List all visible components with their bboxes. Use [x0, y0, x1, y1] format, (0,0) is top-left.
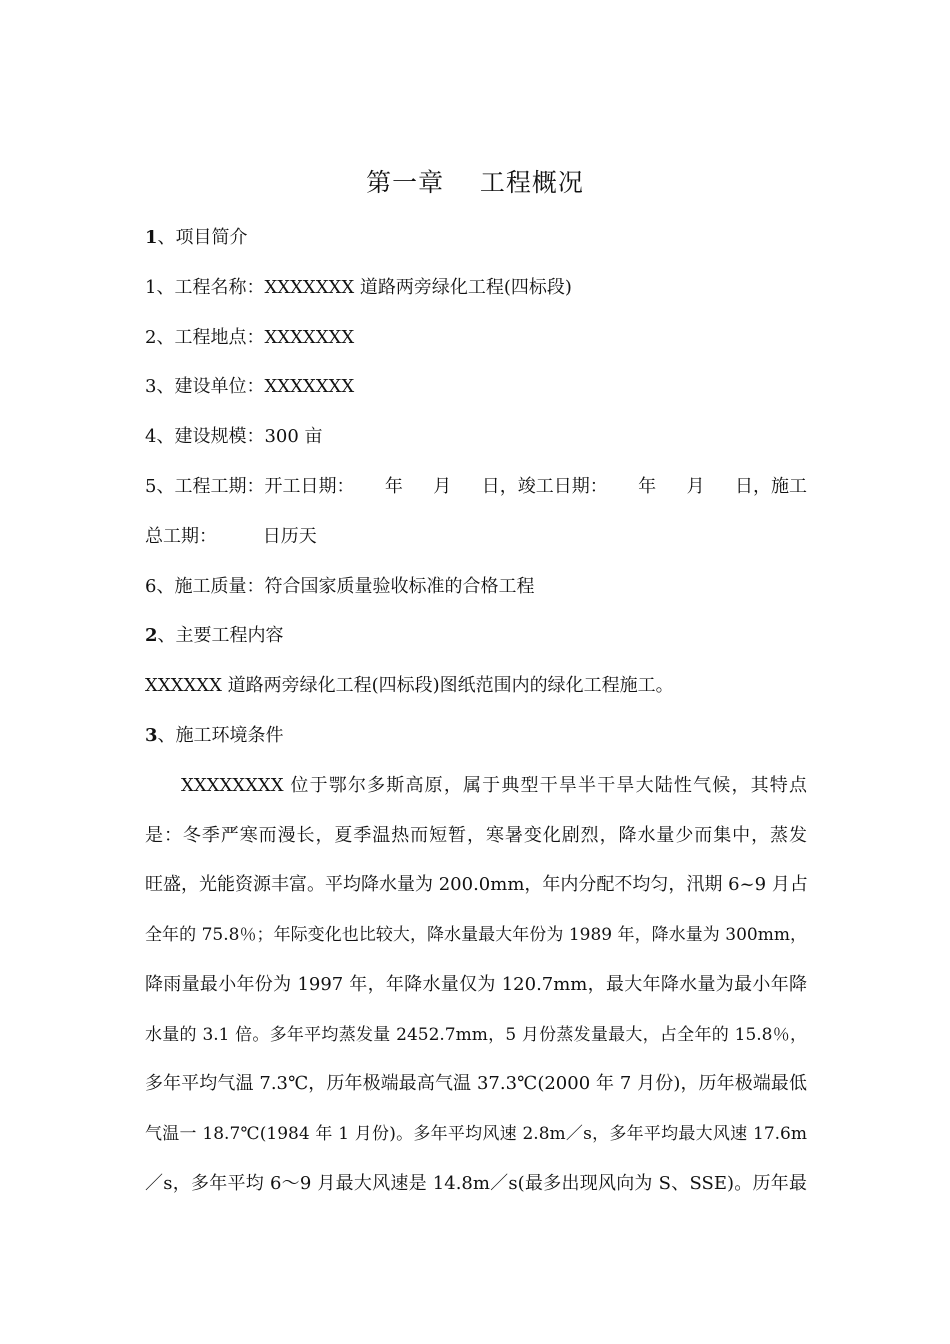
- section-number: 1: [145, 227, 158, 248]
- section-heading-environment: [145, 723, 284, 749]
- chapter-title: 第一章 工程概况: [366, 168, 584, 197]
- environment-paragraph-line: XXXXXXXX 位于鄂尔多斯高原，属于典型干旱半干旱大陆性气候，其特点: [181, 775, 807, 796]
- period-finish-label: 日，竣工日期：: [481, 476, 608, 497]
- environment-paragraph-line: ／s，多年平均 6～9 月最大风速是 14.8m／s(最多出现风向为 S、SSE)。历年最: [145, 1173, 807, 1194]
- item-project-name: 1、工程名称：XXXXXXX 道路两旁绿化工程(四标段): [145, 277, 572, 298]
- section-heading-text: 、项目简介: [157, 227, 248, 248]
- section-heading-main-content: [145, 623, 284, 649]
- item-construction-unit: 3、建设单位：XXXXXXX: [145, 376, 355, 397]
- environment-paragraph-line: 水量的 3.1 倍。多年平均蒸发量 2452.7mm，5 月份蒸发量最大，占全年的 15.8％，: [145, 1025, 807, 1045]
- item-construction-quality: 6、施工质量：符合国家质量验收标准的合格工程: [145, 576, 535, 597]
- section-number: 3: [145, 725, 158, 746]
- section-heading-project-intro: [145, 225, 248, 251]
- section-heading-text: 、施工环境条件: [157, 725, 284, 746]
- item-construction-scale: 4、建设规模：300 亩: [145, 426, 323, 447]
- environment-paragraph-line: 多年平均气温 7.3℃，历年极端最高气温 37.3℃(2000 年 7 月份)，历年极端最低: [145, 1073, 807, 1094]
- main-content-paragraph: XXXXXX 道路两旁绿化工程(四标段)图纸范围内的绿化工程施工。: [145, 675, 674, 696]
- environment-paragraph-line: 旺盛，光能资源丰富。平均降水量为 200.0mm，年内分配不均匀，汛期 6~9 月占: [145, 874, 808, 895]
- environment-paragraph-line: 全年的 75.8％；年际变化也比较大，降水量最大年份为 1989 年，降水量为 300mm，: [145, 925, 807, 945]
- section-number: 2: [145, 625, 158, 646]
- period-total-label: 日，施工: [734, 476, 807, 497]
- item-project-location: 2、工程地点：XXXXXXX: [145, 327, 355, 348]
- environment-paragraph-line: 气温一 18.7℃(1984 年 1 月份)。多年平均风速 2.8m／s，多年平均最大风速 17.6m: [145, 1124, 807, 1144]
- section-heading-text: 、主要工程内容: [157, 625, 284, 646]
- period-finish-year: 年: [638, 476, 657, 497]
- environment-paragraph-line: 降雨量最小年份为 1997 年，年降水量仅为 120.7mm，最大年降水量为最小年降: [145, 974, 807, 995]
- period-start-month: 月: [433, 476, 452, 497]
- environment-paragraph-line: 是：冬季严寒而漫长，夏季温热而短暂，寒暑变化剧烈，降水量少而集中，蒸发: [145, 825, 807, 846]
- item-construction-period-total: 总工期： 日历天: [145, 526, 317, 547]
- period-finish-month: 月: [686, 476, 705, 497]
- item-construction-period: [145, 474, 807, 500]
- period-start-year: 年: [384, 476, 403, 497]
- period-start-label: 5、工程工期：开工日期：: [145, 476, 355, 497]
